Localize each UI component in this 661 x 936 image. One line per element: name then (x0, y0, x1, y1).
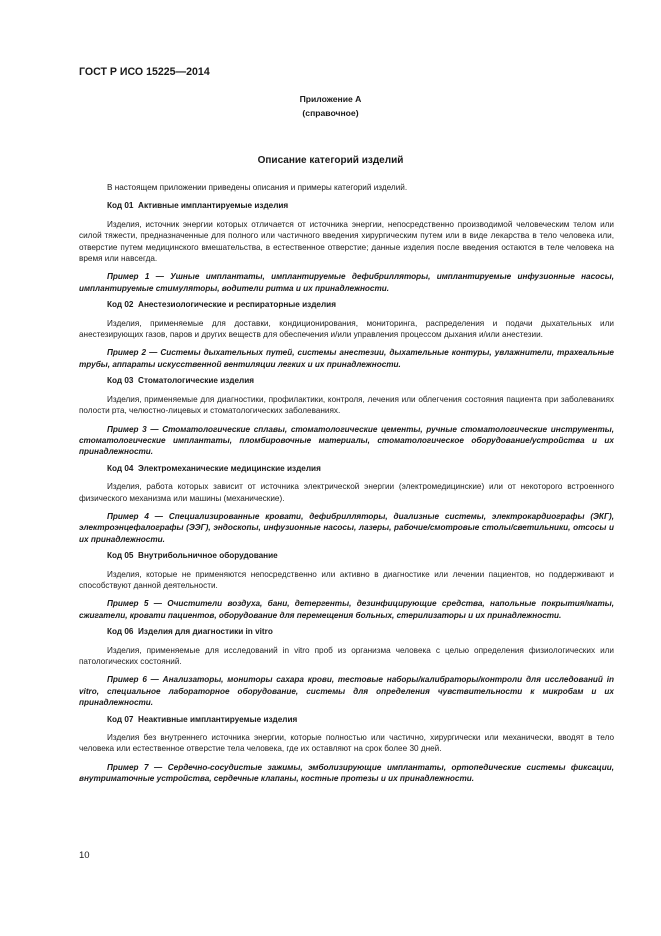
category-description: Изделия без внутреннего источника энергии, которые полностью или частично, хирургически или механически, вводят в тело человека или естественное отверстие тела человека, где их оставляют на срок более 30 дней. (79, 733, 614, 754)
intro-paragraph: В настоящем приложении приведены описания и примеры категорий изделий. (107, 183, 408, 192)
category-name: Неактивные имплантируемые изделия (138, 714, 298, 724)
category-name: Изделия для диагностики in vitro (138, 627, 273, 637)
category-heading (79, 714, 614, 725)
category-description: Изделия, применяемые для исследований in vitro проб из организма человека с целью определения физиологических или патологических состояний. (79, 645, 614, 666)
annex-name: Приложение А (299, 94, 362, 104)
page-number: 10 (79, 850, 90, 861)
category-name: Электромеханические медицинские изделия (138, 463, 321, 473)
category-description: Изделия, применяемые для диагностики, профилактики, контроля, лечения или облегчения состояния пациента при заболеваниях полости рта, челюстно-лицевых и стоматологических заболеваниях. (79, 394, 614, 416)
category-example: Пример 6 — Анализаторы, мониторы сахара крови, тестовые наборы/калибраторы/контроли для исследований in vitro, специальное лабораторное оборудование, системы для определения чувствительности к микробам и их принадлежности. (79, 675, 614, 708)
category-code: Код 02 (107, 300, 134, 310)
section-title: Описание категорий изделий (257, 155, 404, 166)
category-block (79, 626, 614, 708)
category-heading (79, 550, 614, 561)
category-code: Код 04 (107, 463, 134, 473)
category-heading (79, 463, 614, 474)
category-code: Код 03 (107, 376, 134, 386)
category-name: Стоматологические изделия (138, 376, 255, 386)
category-list (79, 200, 614, 784)
category-block (79, 375, 614, 457)
category-block (79, 200, 614, 294)
category-heading (79, 299, 614, 310)
annex-type: (справочное) (302, 108, 359, 118)
category-example: Пример 1 — Ушные имплантаты, имплантируемые дефибрилляторы, имплантируемые инфузионные насосы, имплантируемые стимуляторы, водители ритма и их принадлежности. (79, 272, 614, 293)
category-code: Код 06 (107, 627, 134, 637)
category-description: Изделия, применяемые для доставки, кондиционирования, мониторинга, распределения и подачи дыхательных или анестезирующих газов, паров и других веществ для обеспечения и/или управления процессом дыхания и/или анестезии. (79, 318, 614, 340)
category-example: Пример 5 — Очистители воздуха, бани, детергенты, дезинфицирующие средства, напольные покрытия/маты, сжигатели, кровати пациентов, оборудование для перемещения больных, стерилизаторы и их принадлежности. (79, 599, 614, 620)
category-heading (79, 375, 614, 386)
category-example: Пример 2 — Системы дыхательных путей, системы анестезии, дыхательные контуры, увлажнители, трахеальные трубы, аппараты искусственной вентиляции легких и их принадлежности. (79, 348, 614, 369)
category-code: Код 05 (107, 551, 134, 561)
category-heading (79, 626, 614, 637)
category-example: Пример 7 — Сердечно-сосудистые зажимы, эмболизирующие имплантаты, ортопедические системы фиксации, внутриматочные устройства, сердечные клапаны, костные протезы и их принадлежности. (79, 762, 614, 784)
category-description: Изделия, источник энергии которых отличается от источника энергии, непосредственно производимой человеческим телом или силой тяжести, предназначенные для полного или частичного введения хирургическим путем или в виде лекарства в тело человека или, отверстие путем медицинского вмешательства, в естественное отверстие; данные изделия после введения остаются в теле человека на время или навсегда. (79, 219, 614, 264)
category-block (79, 463, 614, 545)
category-example: Пример 3 — Стоматологические сплавы, стоматологические цементы, ручные стоматологические инструменты, стоматологические имплантаты, пломбировочные материалы, стоматологическое оборудование/устройства и их принадлежности. (79, 424, 614, 457)
annex-content (79, 182, 614, 790)
category-name: Активные имплантируемые изделия (138, 201, 289, 211)
category-heading (79, 200, 614, 211)
category-block (79, 299, 614, 370)
category-block (79, 714, 614, 785)
category-code: Код 07 (107, 714, 134, 724)
category-block (79, 550, 614, 621)
category-example: Пример 4 — Специализированные кровати, дефибрилляторы, диализные системы, электрокардиографы (ЭКГ), электроэнцефалографы (ЭЭГ), эндоскопы, инфузионные насосы, лазеры, рабочие/смотровые столы/светильники, отсосы и их принадлежности. (79, 511, 614, 544)
category-description: Изделия, работа которых зависит от источника электрической энергии (электромедицинские) или от некоторого встроенного физического механизма или машины (механические). (79, 482, 614, 503)
category-code: Код 01 (107, 201, 134, 211)
standard-header: ГОСТ Р ИСО 15225—2014 (79, 66, 210, 78)
category-description: Изделия, которые не применяются непосредственно или активно в диагностике или лечении пациентов, но поддерживают и способствуют данной деятельности. (79, 569, 614, 590)
category-name: Внутрибольничное оборудование (138, 551, 278, 561)
category-name: Анестезиологические и респираторные изделия (138, 300, 336, 310)
